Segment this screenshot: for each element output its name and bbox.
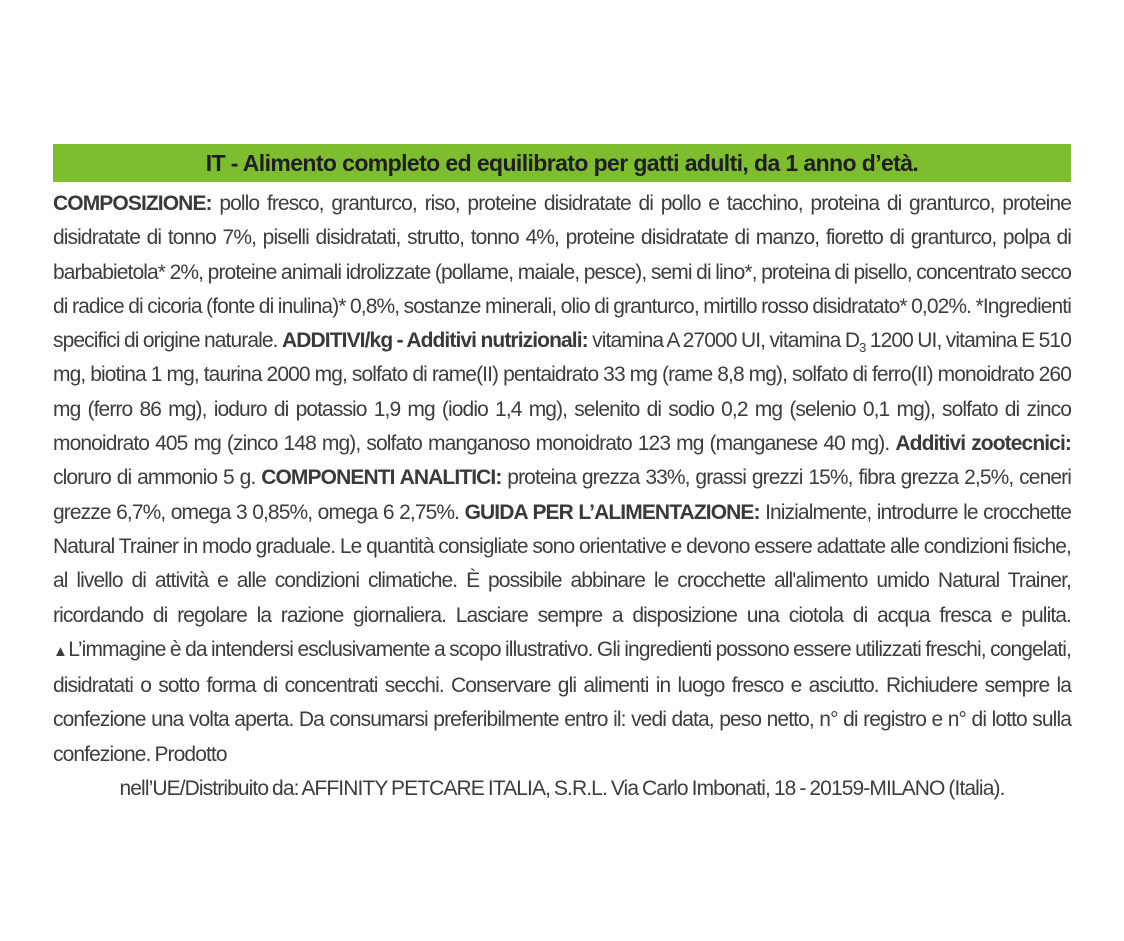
label-header-text: IT - Alimento completo ed equilibrato per gatti adulti, da 1 anno d’età. <box>205 150 919 176</box>
composition-heading: COMPOSIZIONE: <box>53 192 212 215</box>
label-header-band <box>53 144 1071 182</box>
pet-food-label <box>53 144 1071 806</box>
additives-text-b: 1200 UI, vitamina E 510 mg, biotina 1 mg, taurina 2000 mg, solfato di rame(II) pentaidrato 33 mg (rame 8,8 mg), solfato di ferro(II) monoidrato 260 mg (ferro 86 mg), ioduro di potassio 1,9 mg (iodio 1,4 mg), selenito di sodio 0,2 mg (selenio 0,1 mg), solfato di zinco monoidrato 405 mg (zinco 148 mg), solfato manganoso monoidrato 123 mg (manganese 40 mg). <box>53 329 1071 456</box>
triangle-icon: ▲ <box>53 642 69 660</box>
analytical-text: proteina grezza 33%, grassi grezzi 15%, fibra grezza 2,5%, ceneri grezze 6,7%, omega 3 0,85%, omega 6 2,75%. <box>53 466 1071 524</box>
feeding-heading: GUIDA PER L’ALIMENTAZIONE: <box>464 500 760 524</box>
vitamin-d-subscript: 3 <box>859 340 866 356</box>
analytical-heading: COMPONENTI ANALITICI: <box>261 466 502 490</box>
feeding-text: Inizialmente, introdurre le crocchette Natural Trainer in modo graduale. Le quantità consigliate sono orientative e devono essere adattate alle condizioni fisiche, al livello di attività e alle condizioni climatiche. È possibile abbinare le crocchette all'alimento umido Natural Trainer, ricordando di regolare la razione giornaliera. Lasciare sempre a disposizione una ciotola di acqua fresca e pulita. <box>53 500 1071 627</box>
composition-text: pollo fresco, granturco, riso, proteine disidratate di pollo e tacchino, proteina di granturco, proteine disidratate di tonno 7%, piselli disidratati, strutto, tonno 4%, proteine disidratate di manzo, fioretto di granturco, polpa di barbabietola* 2%, proteine animali idrolizzate (pollame, maiale, pesce), semi di lino*, proteina di pisello, concentrato secco di radice di cicoria (fonte di inulina)* 0,8%, sostanze minerali, olio di granturco, mirtillo rosso disidratato* 0,02%. *Ingredienti specifici di origine naturale. <box>53 192 1071 353</box>
closing-text: L’immagine è da intendersi esclusivamente a scopo illustrativo. Gli ingredienti possono essere utilizzati freschi, congelati, disidratati o sotto forma di concentrati secchi. Conservare gli alimenti in luogo fresco e asciutto. Richiudere sempre la confezione una volta aperta. Da consumarsi preferibilmente entro il: vedi data, peso netto, n° di registro e n° di lotto sulla confezione. Prodotto <box>53 637 1071 766</box>
zootechnical-text: cloruro di ammonio 5 g. <box>53 466 262 490</box>
additives-heading: ADDITIVI/kg - Additivi nutrizionali: <box>281 329 588 353</box>
additives-text-a: vitamina A 27000 UI, vitamina D <box>587 329 860 353</box>
label-body-paragraph <box>53 187 1071 772</box>
distributor-footer: nell’UE/Distribuito da: AFFINITY PETCARE ITALIA, S.R.L. Via Carlo Imbonati, 18 - 20159-MILANO (Italia). <box>119 777 1005 801</box>
zootechnical-heading: Additivi zootecnici: <box>895 432 1071 456</box>
